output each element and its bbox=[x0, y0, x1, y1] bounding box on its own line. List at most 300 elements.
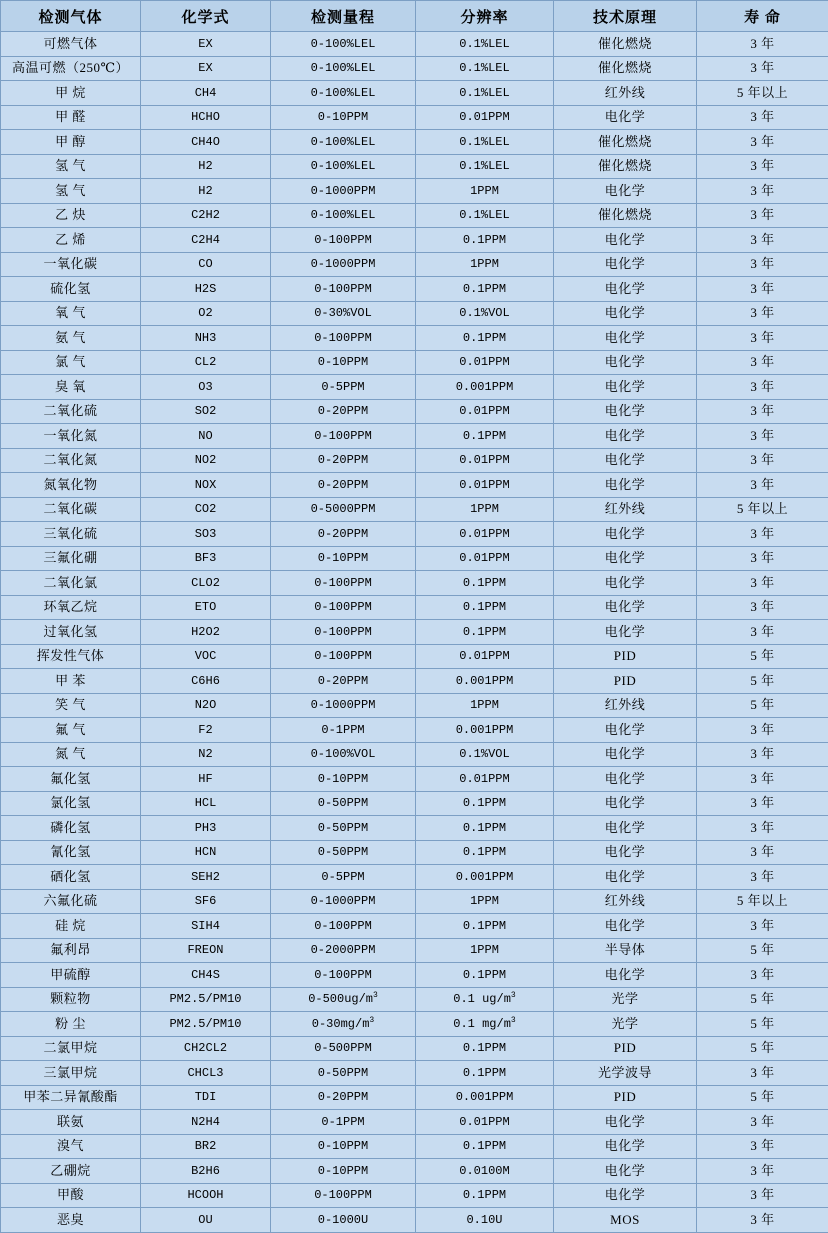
cell-chemical-formula: CO2 bbox=[141, 497, 271, 522]
cell-lifespan: 3 年 bbox=[697, 522, 828, 547]
cell-technology: 电化学 bbox=[554, 914, 697, 939]
cell-lifespan: 5 年 bbox=[697, 1085, 828, 1110]
cell-resolution: 0.1PPM bbox=[416, 840, 554, 865]
cell-detection-range: 0-1000PPM bbox=[271, 179, 416, 204]
cell-gas-name: 环氧乙烷 bbox=[1, 595, 141, 620]
cell-gas-name: 氰化氢 bbox=[1, 840, 141, 865]
cell-chemical-formula: CH2CL2 bbox=[141, 1036, 271, 1061]
cell-gas-name: 二氧化氮 bbox=[1, 448, 141, 473]
cell-detection-range: $0-30mg/m^3$ bbox=[271, 1012, 416, 1037]
cell-detection-range: 0-100%LEL bbox=[271, 130, 416, 155]
cell-gas-name: 一氧化氮 bbox=[1, 424, 141, 449]
cell-chemical-formula: HF bbox=[141, 767, 271, 792]
cell-lifespan: 3 年 bbox=[697, 963, 828, 988]
cell-chemical-formula: ETO bbox=[141, 595, 271, 620]
cell-chemical-formula: FREON bbox=[141, 938, 271, 963]
table-row bbox=[1, 81, 828, 106]
cell-lifespan: 3 年 bbox=[697, 546, 828, 571]
cell-technology: 电化学 bbox=[554, 252, 697, 277]
cell-resolution: 0.001PPM bbox=[416, 669, 554, 694]
table-row bbox=[1, 644, 828, 669]
cell-chemical-formula: F2 bbox=[141, 718, 271, 743]
table-row bbox=[1, 130, 828, 155]
cell-detection-range: 0-100%LEL bbox=[271, 56, 416, 81]
cell-lifespan: 5 年 bbox=[697, 1012, 828, 1037]
table-row bbox=[1, 840, 828, 865]
cell-lifespan: 3 年 bbox=[697, 571, 828, 596]
cell-gas-name: 氮氧化物 bbox=[1, 473, 141, 498]
table-row bbox=[1, 571, 828, 596]
cell-detection-range: 0-100PPM bbox=[271, 914, 416, 939]
cell-detection-range: 0-20PPM bbox=[271, 473, 416, 498]
cell-gas-name: 氢 气 bbox=[1, 179, 141, 204]
cell-lifespan: 3 年 bbox=[697, 56, 828, 81]
cell-resolution: 1PPM bbox=[416, 889, 554, 914]
cell-technology: PID bbox=[554, 669, 697, 694]
cell-technology: PID bbox=[554, 644, 697, 669]
cell-detection-range: 0-10PPM bbox=[271, 546, 416, 571]
cell-resolution: 1PPM bbox=[416, 252, 554, 277]
cell-technology: 电化学 bbox=[554, 1134, 697, 1159]
cell-lifespan: 3 年 bbox=[697, 424, 828, 449]
cell-chemical-formula: HCL bbox=[141, 791, 271, 816]
cell-technology: 电化学 bbox=[554, 865, 697, 890]
table-row bbox=[1, 963, 828, 988]
cell-resolution: 0.1PPM bbox=[416, 326, 554, 351]
cell-detection-range: 0-10PPM bbox=[271, 1134, 416, 1159]
cell-resolution: 0.1%LEL bbox=[416, 32, 554, 57]
cell-detection-range: 0-100PPM bbox=[271, 571, 416, 596]
cell-resolution: 0.1PPM bbox=[416, 963, 554, 988]
cell-resolution: 0.001PPM bbox=[416, 375, 554, 400]
cell-gas-name: 硅 烷 bbox=[1, 914, 141, 939]
table-row bbox=[1, 865, 828, 890]
cell-gas-name: 氢 气 bbox=[1, 154, 141, 179]
cell-gas-name: 氯化氢 bbox=[1, 791, 141, 816]
table-row bbox=[1, 1012, 828, 1037]
cell-chemical-formula: SF6 bbox=[141, 889, 271, 914]
table-row bbox=[1, 1183, 828, 1208]
cell-detection-range: 0-100%LEL bbox=[271, 203, 416, 228]
table-row bbox=[1, 228, 828, 253]
table-row bbox=[1, 473, 828, 498]
cell-resolution: 0.1PPM bbox=[416, 228, 554, 253]
cell-technology: 半导体 bbox=[554, 938, 697, 963]
cell-chemical-formula: CO bbox=[141, 252, 271, 277]
cell-gas-name: 甲苯二异氰酸酯 bbox=[1, 1085, 141, 1110]
cell-lifespan: 3 年 bbox=[697, 595, 828, 620]
table-row bbox=[1, 497, 828, 522]
cell-detection-range: 0-100%LEL bbox=[271, 32, 416, 57]
cell-technology: 电化学 bbox=[554, 718, 697, 743]
table-header-row bbox=[1, 1, 828, 32]
cell-gas-name: 二氧化碳 bbox=[1, 497, 141, 522]
cell-technology: 催化燃烧 bbox=[554, 154, 697, 179]
cell-resolution: 0.1PPM bbox=[416, 1061, 554, 1086]
cell-chemical-formula: C2H4 bbox=[141, 228, 271, 253]
cell-resolution: 0.01PPM bbox=[416, 350, 554, 375]
cell-detection-range: 0-5PPM bbox=[271, 375, 416, 400]
table-row bbox=[1, 252, 828, 277]
cell-resolution: 0.001PPM bbox=[416, 865, 554, 890]
table-row bbox=[1, 816, 828, 841]
cell-lifespan: 5 年 bbox=[697, 987, 828, 1012]
cell-gas-name: 二氯甲烷 bbox=[1, 1036, 141, 1061]
cell-lifespan: 3 年 bbox=[697, 32, 828, 57]
header-gas-name: 检测气体 bbox=[1, 1, 141, 32]
cell-chemical-formula: EX bbox=[141, 32, 271, 57]
cell-resolution: 0.1%VOL bbox=[416, 742, 554, 767]
cell-chemical-formula: SO2 bbox=[141, 399, 271, 424]
cell-resolution: 0.1PPM bbox=[416, 1036, 554, 1061]
cell-lifespan: 3 年 bbox=[697, 350, 828, 375]
cell-lifespan: 3 年 bbox=[697, 718, 828, 743]
cell-resolution: 0.01PPM bbox=[416, 473, 554, 498]
cell-resolution: 0.1 $mg/m^3$ bbox=[416, 1012, 554, 1037]
cell-detection-range: 0-1000PPM bbox=[271, 693, 416, 718]
cell-detection-range: 0-1000PPM bbox=[271, 252, 416, 277]
cell-gas-name: 氯 气 bbox=[1, 350, 141, 375]
cell-resolution: 1PPM bbox=[416, 693, 554, 718]
cell-technology: 催化燃烧 bbox=[554, 130, 697, 155]
cell-detection-range: 0-100PPM bbox=[271, 277, 416, 302]
cell-technology: PID bbox=[554, 1085, 697, 1110]
cell-chemical-formula: EX bbox=[141, 56, 271, 81]
cell-lifespan: 3 年 bbox=[697, 252, 828, 277]
cell-chemical-formula: HCN bbox=[141, 840, 271, 865]
cell-technology: 电化学 bbox=[554, 105, 697, 130]
table-row bbox=[1, 1110, 828, 1135]
cell-resolution: 0.1PPM bbox=[416, 277, 554, 302]
table-row bbox=[1, 105, 828, 130]
cell-chemical-formula: CL2 bbox=[141, 350, 271, 375]
cell-detection-range: 0-1000PPM bbox=[271, 889, 416, 914]
cell-chemical-formula: VOC bbox=[141, 644, 271, 669]
cell-lifespan: 5 年以上 bbox=[697, 889, 828, 914]
cell-detection-range: 0-10PPM bbox=[271, 350, 416, 375]
cell-detection-range: 0-1PPM bbox=[271, 718, 416, 743]
cell-lifespan: 3 年 bbox=[697, 767, 828, 792]
cell-gas-name: 乙 炔 bbox=[1, 203, 141, 228]
cell-resolution: 0.1%VOL bbox=[416, 301, 554, 326]
table-row bbox=[1, 154, 828, 179]
cell-lifespan: 5 年 bbox=[697, 938, 828, 963]
cell-lifespan: 3 年 bbox=[697, 840, 828, 865]
table-row bbox=[1, 56, 828, 81]
cell-detection-range: 0-500PPM bbox=[271, 1036, 416, 1061]
cell-lifespan: 3 年 bbox=[697, 1110, 828, 1135]
cell-gas-name: 一氧化碳 bbox=[1, 252, 141, 277]
cell-resolution: 0.01PPM bbox=[416, 105, 554, 130]
cell-resolution: 0.01PPM bbox=[416, 546, 554, 571]
cell-technology: 电化学 bbox=[554, 742, 697, 767]
cell-lifespan: 3 年 bbox=[697, 277, 828, 302]
cell-lifespan: 3 年 bbox=[697, 399, 828, 424]
cell-lifespan: 3 年 bbox=[697, 865, 828, 890]
cell-technology: 电化学 bbox=[554, 840, 697, 865]
cell-resolution: 0.0100M bbox=[416, 1159, 554, 1184]
cell-detection-range: 0-20PPM bbox=[271, 399, 416, 424]
cell-lifespan: 5 年以上 bbox=[697, 81, 828, 106]
cell-detection-range: 0-100PPM bbox=[271, 620, 416, 645]
cell-detection-range: 0-100PPM bbox=[271, 1183, 416, 1208]
table-row bbox=[1, 791, 828, 816]
cell-technology: 电化学 bbox=[554, 277, 697, 302]
cell-resolution: 0.01PPM bbox=[416, 448, 554, 473]
cell-detection-range: 0-20PPM bbox=[271, 669, 416, 694]
header-chemical-formula: 化学式 bbox=[141, 1, 271, 32]
cell-detection-range: 0-20PPM bbox=[271, 448, 416, 473]
cell-gas-name: 甲 烷 bbox=[1, 81, 141, 106]
cell-chemical-formula: NO bbox=[141, 424, 271, 449]
cell-chemical-formula: CH4S bbox=[141, 963, 271, 988]
cell-lifespan: 3 年 bbox=[697, 203, 828, 228]
table-row bbox=[1, 277, 828, 302]
cell-resolution: 0.1PPM bbox=[416, 1134, 554, 1159]
cell-gas-name: 三氯甲烷 bbox=[1, 1061, 141, 1086]
header-lifespan: 寿 命 bbox=[697, 1, 828, 32]
cell-resolution: 0.1%LEL bbox=[416, 56, 554, 81]
table-row bbox=[1, 987, 828, 1012]
cell-detection-range: 0-20PPM bbox=[271, 1085, 416, 1110]
cell-technology: 电化学 bbox=[554, 301, 697, 326]
table-row bbox=[1, 1159, 828, 1184]
table-row bbox=[1, 326, 828, 351]
cell-gas-name: 可燃气体 bbox=[1, 32, 141, 57]
header-technology: 技术原理 bbox=[554, 1, 697, 32]
cell-gas-name: 粉 尘 bbox=[1, 1012, 141, 1037]
cell-chemical-formula: BF3 bbox=[141, 546, 271, 571]
cell-chemical-formula: H2 bbox=[141, 154, 271, 179]
cell-chemical-formula: H2 bbox=[141, 179, 271, 204]
cell-gas-name: 甲硫醇 bbox=[1, 963, 141, 988]
cell-technology: 电化学 bbox=[554, 424, 697, 449]
cell-chemical-formula: O2 bbox=[141, 301, 271, 326]
cell-resolution: 0.1PPM bbox=[416, 1183, 554, 1208]
cell-resolution: 1PPM bbox=[416, 938, 554, 963]
cell-gas-name: 氧 气 bbox=[1, 301, 141, 326]
cell-chemical-formula: CH4 bbox=[141, 81, 271, 106]
cell-gas-name: 甲 醛 bbox=[1, 105, 141, 130]
cell-technology: 光学波导 bbox=[554, 1061, 697, 1086]
cell-gas-name: 磷化氢 bbox=[1, 816, 141, 841]
cell-lifespan: 5 年 bbox=[697, 693, 828, 718]
cell-chemical-formula: B2H6 bbox=[141, 1159, 271, 1184]
cell-resolution: 0.1PPM bbox=[416, 791, 554, 816]
cell-detection-range: 0-10PPM bbox=[271, 105, 416, 130]
cell-technology: 电化学 bbox=[554, 595, 697, 620]
header-detection-range: 检测量程 bbox=[271, 1, 416, 32]
cell-lifespan: 3 年 bbox=[697, 179, 828, 204]
cell-detection-range: 0-20PPM bbox=[271, 522, 416, 547]
cell-detection-range: 0-50PPM bbox=[271, 816, 416, 841]
cell-chemical-formula: H2S bbox=[141, 277, 271, 302]
table-row bbox=[1, 1134, 828, 1159]
table-row bbox=[1, 914, 828, 939]
cell-chemical-formula: PM2.5/PM10 bbox=[141, 987, 271, 1012]
cell-gas-name: 氟 气 bbox=[1, 718, 141, 743]
cell-chemical-formula: NH3 bbox=[141, 326, 271, 351]
cell-chemical-formula: OU bbox=[141, 1208, 271, 1233]
cell-resolution: 0.1PPM bbox=[416, 424, 554, 449]
cell-technology: 红外线 bbox=[554, 81, 697, 106]
cell-lifespan: 3 年 bbox=[697, 228, 828, 253]
cell-technology: 电化学 bbox=[554, 375, 697, 400]
cell-gas-name: 甲 苯 bbox=[1, 669, 141, 694]
cell-resolution: 0.01PPM bbox=[416, 399, 554, 424]
table-row bbox=[1, 620, 828, 645]
cell-lifespan: 3 年 bbox=[697, 1134, 828, 1159]
cell-resolution: 0.1%LEL bbox=[416, 130, 554, 155]
cell-technology: 电化学 bbox=[554, 326, 697, 351]
cell-technology: 电化学 bbox=[554, 399, 697, 424]
table-row bbox=[1, 32, 828, 57]
cell-technology: PID bbox=[554, 1036, 697, 1061]
cell-gas-name: 溴气 bbox=[1, 1134, 141, 1159]
cell-gas-name: 二氧化氯 bbox=[1, 571, 141, 596]
table-row bbox=[1, 742, 828, 767]
cell-lifespan: 3 年 bbox=[697, 791, 828, 816]
table-row bbox=[1, 767, 828, 792]
cell-chemical-formula: HCOOH bbox=[141, 1183, 271, 1208]
cell-detection-range: 0-100PPM bbox=[271, 595, 416, 620]
cell-resolution: 0.01PPM bbox=[416, 644, 554, 669]
cell-gas-name: 六氟化硫 bbox=[1, 889, 141, 914]
cell-technology: 催化燃烧 bbox=[554, 56, 697, 81]
cell-technology: 电化学 bbox=[554, 448, 697, 473]
cell-chemical-formula: SEH2 bbox=[141, 865, 271, 890]
cell-resolution: 0.1PPM bbox=[416, 620, 554, 645]
cell-lifespan: 5 年 bbox=[697, 644, 828, 669]
cell-detection-range: 0-100PPM bbox=[271, 644, 416, 669]
table-row bbox=[1, 1061, 828, 1086]
cell-gas-name: 乙 烯 bbox=[1, 228, 141, 253]
cell-resolution: 0.01PPM bbox=[416, 522, 554, 547]
cell-gas-name: 乙硼烷 bbox=[1, 1159, 141, 1184]
cell-detection-range: 0-5000PPM bbox=[271, 497, 416, 522]
cell-gas-name: 三氧化硫 bbox=[1, 522, 141, 547]
cell-chemical-formula: CLO2 bbox=[141, 571, 271, 596]
cell-lifespan: 3 年 bbox=[697, 742, 828, 767]
cell-technology: 红外线 bbox=[554, 693, 697, 718]
table-row bbox=[1, 399, 828, 424]
cell-technology: 电化学 bbox=[554, 1159, 697, 1184]
table-row bbox=[1, 522, 828, 547]
cell-gas-name: 氨 气 bbox=[1, 326, 141, 351]
cell-technology: 电化学 bbox=[554, 228, 697, 253]
cell-technology: 电化学 bbox=[554, 620, 697, 645]
cell-detection-range: 0-100%VOL bbox=[271, 742, 416, 767]
cell-detection-range: 0-50PPM bbox=[271, 840, 416, 865]
header-resolution: 分辨率 bbox=[416, 1, 554, 32]
cell-detection-range: 0-1PPM bbox=[271, 1110, 416, 1135]
cell-gas-name: 恶臭 bbox=[1, 1208, 141, 1233]
cell-gas-name: 三氟化硼 bbox=[1, 546, 141, 571]
table-row bbox=[1, 938, 828, 963]
cell-detection-range: 0-100PPM bbox=[271, 228, 416, 253]
cell-resolution: 0.01PPM bbox=[416, 767, 554, 792]
cell-gas-name: 氟化氢 bbox=[1, 767, 141, 792]
cell-gas-name: 氟利昂 bbox=[1, 938, 141, 963]
cell-detection-range: 0-1000U bbox=[271, 1208, 416, 1233]
table-row bbox=[1, 889, 828, 914]
cell-detection-range: 0-50PPM bbox=[271, 791, 416, 816]
cell-lifespan: 3 年 bbox=[697, 473, 828, 498]
cell-chemical-formula: CHCL3 bbox=[141, 1061, 271, 1086]
cell-resolution: 0.10U bbox=[416, 1208, 554, 1233]
cell-lifespan: 3 年 bbox=[697, 154, 828, 179]
cell-lifespan: 5 年 bbox=[697, 669, 828, 694]
cell-chemical-formula: SIH4 bbox=[141, 914, 271, 939]
cell-resolution: 1PPM bbox=[416, 497, 554, 522]
cell-gas-name: 臭 氧 bbox=[1, 375, 141, 400]
cell-gas-name: 挥发性气体 bbox=[1, 644, 141, 669]
cell-technology: 电化学 bbox=[554, 179, 697, 204]
cell-chemical-formula: PM2.5/PM10 bbox=[141, 1012, 271, 1037]
cell-chemical-formula: N2O bbox=[141, 693, 271, 718]
cell-technology: 电化学 bbox=[554, 546, 697, 571]
cell-lifespan: 5 年以上 bbox=[697, 497, 828, 522]
cell-detection-range: 0-50PPM bbox=[271, 1061, 416, 1086]
cell-lifespan: 3 年 bbox=[697, 130, 828, 155]
table-row bbox=[1, 1085, 828, 1110]
cell-technology: 电化学 bbox=[554, 816, 697, 841]
cell-technology: 红外线 bbox=[554, 497, 697, 522]
cell-technology: 红外线 bbox=[554, 889, 697, 914]
cell-gas-name: 高温可燃（250℃） bbox=[1, 56, 141, 81]
table-row bbox=[1, 301, 828, 326]
cell-resolution: 0.1%LEL bbox=[416, 154, 554, 179]
cell-technology: 电化学 bbox=[554, 767, 697, 792]
cell-lifespan: 3 年 bbox=[697, 620, 828, 645]
cell-resolution: 0.1%LEL bbox=[416, 203, 554, 228]
cell-chemical-formula: NO2 bbox=[141, 448, 271, 473]
cell-chemical-formula: O3 bbox=[141, 375, 271, 400]
cell-chemical-formula: C6H6 bbox=[141, 669, 271, 694]
table-row bbox=[1, 718, 828, 743]
cell-detection-range: 0-100PPM bbox=[271, 326, 416, 351]
table-row bbox=[1, 669, 828, 694]
cell-chemical-formula: N2H4 bbox=[141, 1110, 271, 1135]
cell-chemical-formula: NOX bbox=[141, 473, 271, 498]
cell-resolution: 0.001PPM bbox=[416, 1085, 554, 1110]
table-row bbox=[1, 595, 828, 620]
cell-technology: 电化学 bbox=[554, 571, 697, 596]
cell-detection-range: 0-10PPM bbox=[271, 767, 416, 792]
cell-detection-range: 0-100PPM bbox=[271, 963, 416, 988]
cell-resolution: 0.1PPM bbox=[416, 571, 554, 596]
cell-lifespan: 3 年 bbox=[697, 914, 828, 939]
cell-detection-range: 0-100%LEL bbox=[271, 154, 416, 179]
cell-technology: 电化学 bbox=[554, 791, 697, 816]
cell-detection-range: 0-10PPM bbox=[271, 1159, 416, 1184]
cell-resolution: 0.1PPM bbox=[416, 816, 554, 841]
cell-technology: 电化学 bbox=[554, 522, 697, 547]
cell-technology: 光学 bbox=[554, 987, 697, 1012]
cell-technology: 催化燃烧 bbox=[554, 203, 697, 228]
table-row bbox=[1, 546, 828, 571]
cell-chemical-formula: N2 bbox=[141, 742, 271, 767]
cell-gas-name: 笑 气 bbox=[1, 693, 141, 718]
cell-lifespan: 3 年 bbox=[697, 326, 828, 351]
cell-lifespan: 3 年 bbox=[697, 105, 828, 130]
table-row bbox=[1, 448, 828, 473]
cell-chemical-formula: CH4O bbox=[141, 130, 271, 155]
cell-gas-name: 过氧化氢 bbox=[1, 620, 141, 645]
cell-resolution: 1PPM bbox=[416, 179, 554, 204]
cell-technology: 电化学 bbox=[554, 1110, 697, 1135]
table-row bbox=[1, 179, 828, 204]
